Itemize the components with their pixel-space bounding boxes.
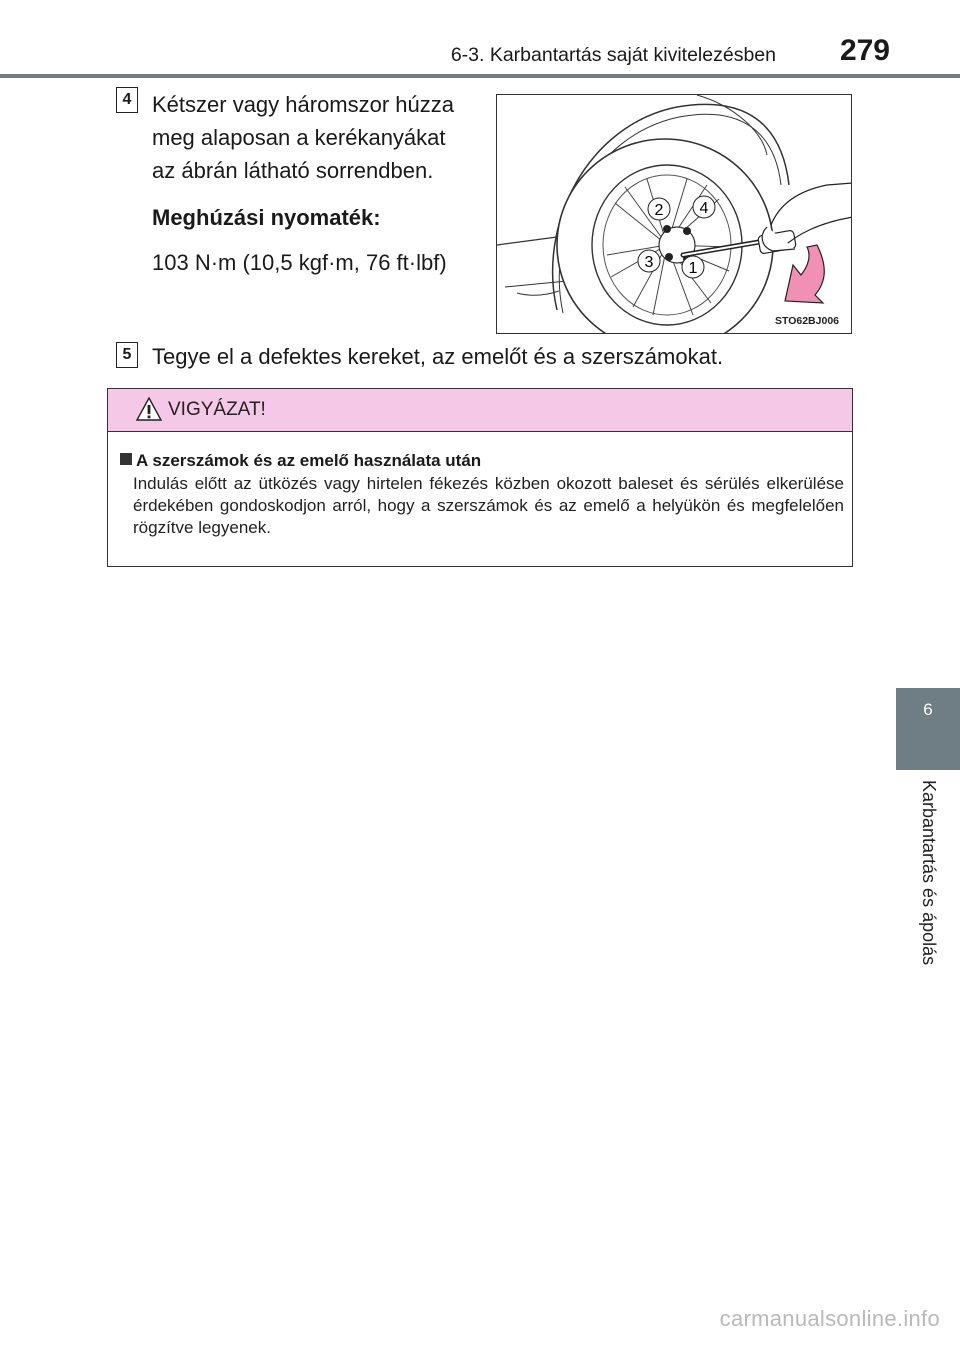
warning-title: VIGYÁZAT!	[168, 399, 266, 420]
torque-label: Meghúzási nyomaték:	[152, 205, 381, 230]
step-4-line-2: meg alaposan a kerékanyákat	[152, 125, 446, 150]
figure-id: STO62BJ006	[774, 315, 839, 327]
torque-value: 103 N·m (10,5 kgf·m, 76 ft·lbf)	[152, 250, 447, 275]
wheel-nut-tightening-illustration	[497, 95, 852, 334]
chapter-tab	[896, 688, 960, 770]
wheel-nut-figure	[496, 94, 852, 334]
warning-subheading: A szerszámok és az emelő használata után	[120, 451, 844, 471]
step-number-4: 4	[116, 87, 138, 113]
nut-label-2: 2	[654, 202, 664, 219]
nut-label-3: 3	[644, 254, 654, 271]
section-title: 6-3. Karbantartás saját kivitelezésben	[450, 44, 776, 66]
nut-label-4: 4	[699, 200, 709, 217]
chapter-label: Karbantartás és ápolás	[919, 780, 939, 966]
step-5-text: Tegye el a defektes kereket, az emelőt és a szerszámokat.	[152, 344, 724, 369]
step-number-5: 5	[116, 342, 138, 368]
warning-paragraph: Indulás előtt az ütközés vagy hirtelen fékezés közben okozott baleset és sérülés elkerülése érdekében gondoskodjon arról, hogy a szerszámok és az emelő a helyükön és megfelelően rögzítve legyenek.	[133, 474, 844, 537]
chapter-number: 6	[923, 700, 933, 719]
step-4-line-1: Kétszer vagy háromszor húzza	[152, 92, 455, 117]
nut-label-1: 1	[688, 260, 698, 277]
square-bullet-icon	[120, 453, 132, 465]
page-number: 279	[839, 34, 890, 67]
warning-triangle-icon	[136, 397, 162, 421]
warning-body	[116, 451, 844, 539]
watermark: carmanualsonline.info	[719, 1306, 940, 1331]
step-4-text	[152, 88, 454, 279]
header-rule	[0, 74, 960, 78]
step-4-line-3: az ábrán látható sorrendben.	[152, 158, 434, 183]
warning-header	[108, 389, 852, 432]
warning-box	[107, 388, 853, 567]
